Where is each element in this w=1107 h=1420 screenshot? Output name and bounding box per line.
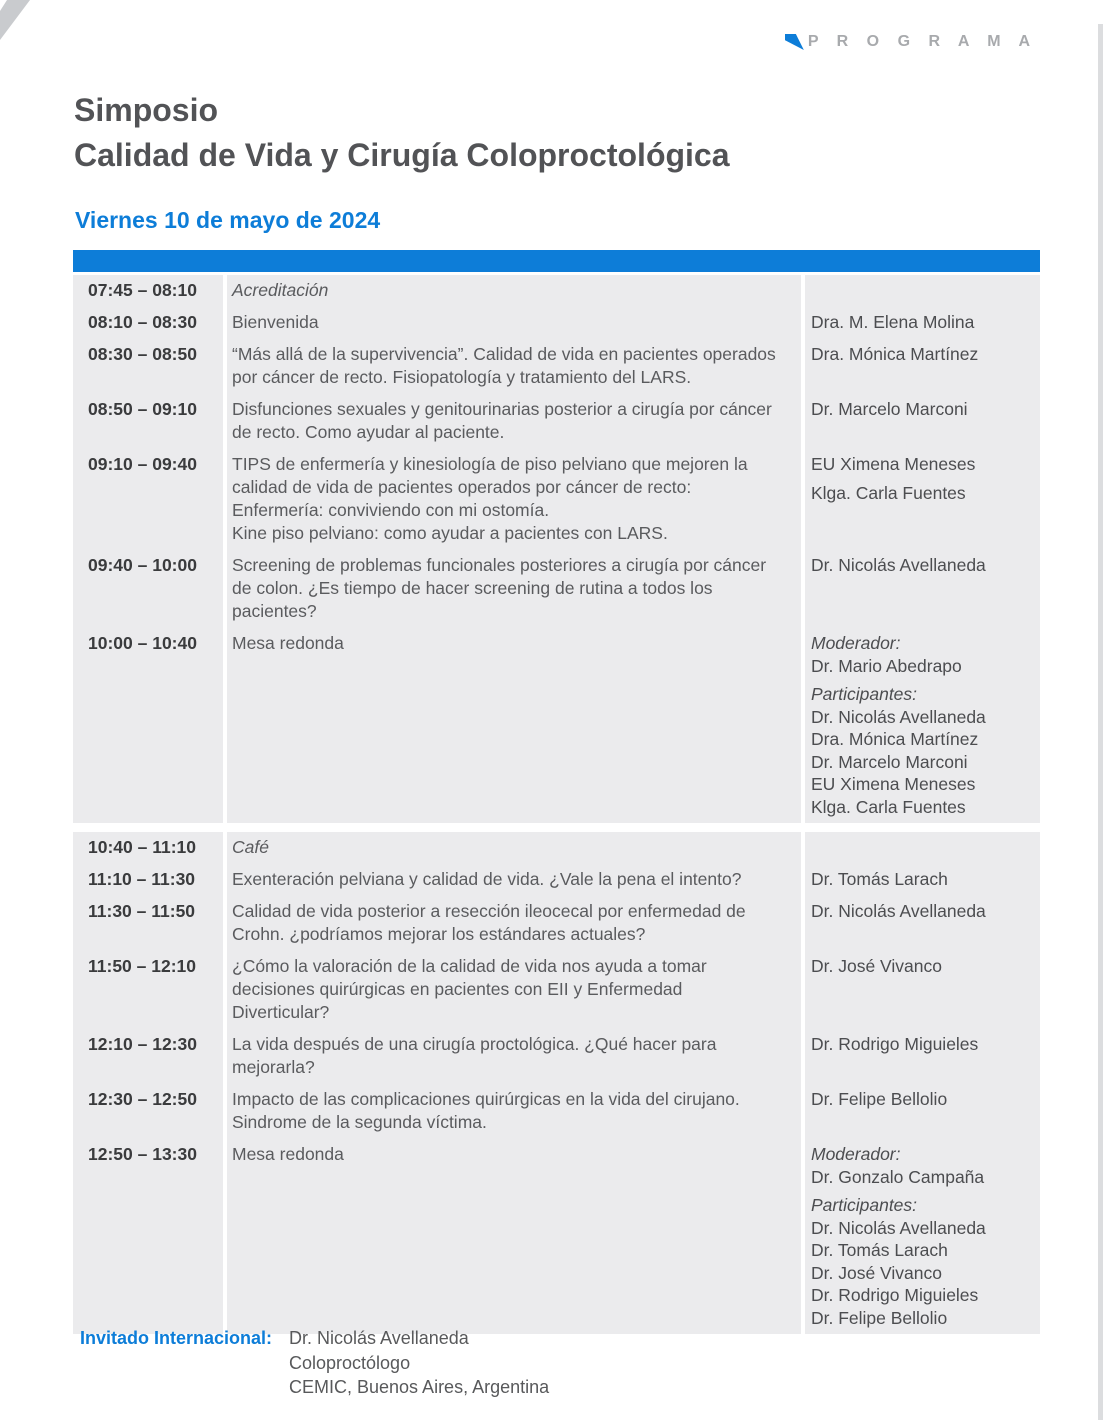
time-cell	[73, 896, 223, 951]
activity-line: decisiones quirúrgicas en pacientes con EII y Enfermedad	[232, 979, 683, 999]
activity-line: Enfermería: conviviendo con mi ostomía.	[232, 500, 550, 520]
activity-line: por cáncer de recto. Fisiopatología y tratamiento del LARS.	[232, 367, 692, 387]
time-range: 07:45 – 08:10	[88, 280, 197, 300]
schedule-row	[73, 449, 1040, 550]
time-range: 12:30 – 12:50	[88, 1089, 197, 1109]
speaker-name: Dr. Rodrigo Miguieles	[811, 1034, 979, 1054]
time-cell	[73, 951, 223, 1029]
speaker-cell	[805, 339, 1040, 394]
speaker-cell	[805, 1139, 1040, 1334]
speaker-cell	[805, 628, 1040, 823]
time-cell	[73, 275, 223, 307]
speaker-name: Dr. Nicolás Avellaneda	[811, 901, 986, 921]
speaker-name: Dra. Mónica Martínez	[811, 729, 979, 749]
speaker-cell	[805, 896, 1040, 951]
time-range: 08:50 – 09:10	[88, 399, 197, 419]
time-cell	[73, 449, 223, 550]
international-guest-footer	[80, 1326, 549, 1400]
speaker-name: Dr. Nicolás Avellaneda	[811, 555, 986, 575]
activity-cell	[227, 951, 801, 1029]
time-range: 11:50 – 12:10	[88, 956, 197, 976]
activity-cell	[227, 307, 801, 339]
schedule-row	[73, 1139, 1040, 1334]
speaker-name: Dr. Marcelo Marconi	[811, 399, 968, 419]
time-cell	[73, 1139, 223, 1334]
footer-values	[289, 1326, 549, 1400]
schedule-row	[73, 896, 1040, 951]
speaker-cell	[805, 307, 1040, 339]
activity-line: de recto. Como ayudar al paciente.	[232, 422, 505, 442]
time-range: 09:40 – 10:00	[88, 555, 197, 575]
speaker-name: Dr. Tomás Larach	[811, 869, 948, 889]
page-title	[74, 88, 730, 178]
speaker-role-label: Participantes:	[811, 1195, 918, 1215]
activity-cell	[227, 1084, 801, 1139]
time-range: 11:10 – 11:30	[88, 869, 196, 889]
speaker-name: Dr. Felipe Bellolio	[811, 1307, 948, 1328]
activity-cell	[227, 864, 801, 896]
activity-cell	[227, 339, 801, 394]
title-line-2: Calidad de Vida y Cirugía Coloproctológica	[74, 137, 730, 173]
speaker-cell	[805, 1084, 1040, 1139]
speaker-name: Dr. Mario Abedrapo	[811, 655, 962, 676]
activity-line: Mesa redonda	[232, 1144, 344, 1164]
speaker-name: Dr. José Vivanco	[811, 956, 942, 976]
activity-line: pacientes?	[232, 601, 317, 621]
speaker-name: Dr. Nicolás Avellaneda	[811, 706, 986, 727]
time-cell	[73, 832, 223, 864]
time-cell	[73, 628, 223, 823]
activity-line: Sindrome de la segunda víctima.	[232, 1112, 487, 1132]
speaker-cell	[805, 449, 1040, 550]
schedule-row	[73, 1029, 1040, 1084]
activity-line: Kine piso pelviano: como ayudar a pacientes con LARS.	[232, 523, 668, 543]
time-range: 10:00 – 10:40	[88, 633, 197, 653]
schedule-row	[73, 951, 1040, 1029]
time-cell	[73, 394, 223, 449]
speaker-name: Dr. Tomás Larach	[811, 1240, 948, 1260]
speaker-name: Dr. Marcelo Marconi	[811, 751, 968, 772]
speaker-name: Dr. Felipe Bellolio	[811, 1089, 948, 1109]
schedule-row	[73, 275, 1040, 307]
programa-label: P R O G R A M A	[807, 33, 1037, 50]
speaker-name: Dr. Rodrigo Miguieles	[811, 1285, 979, 1305]
schedule-row	[73, 550, 1040, 628]
activity-line: La vida después de una cirugía proctológica. ¿Qué hacer para	[232, 1034, 717, 1054]
activity-line: TIPS de enfermería y kinesiología de piso pelviano que mejoren la	[232, 454, 748, 474]
time-range: 10:40 – 11:10	[88, 837, 197, 857]
time-range: 09:10 – 09:40	[88, 454, 197, 474]
speaker-role-label: Participantes:	[811, 684, 918, 704]
speaker-name: Dr. Nicolás Avellaneda	[811, 1217, 986, 1238]
schedule-section	[73, 275, 1040, 823]
speaker-name: Dr. José Vivanco	[811, 1262, 942, 1283]
time-range: 11:30 – 11:50	[88, 901, 196, 921]
speaker-cell	[805, 832, 1040, 864]
time-cell	[73, 1084, 223, 1139]
activity-line: Crohn. ¿podríamos mejorar los estándares actuales?	[232, 924, 646, 944]
schedule-row	[73, 864, 1040, 896]
speaker-cell	[805, 1029, 1040, 1084]
activity-line: Diverticular?	[232, 1002, 330, 1022]
speaker-cell	[805, 275, 1040, 307]
speaker-cell	[805, 864, 1040, 896]
footer-label: Invitado Internacional:	[80, 1328, 273, 1348]
time-range: 08:30 – 08:50	[88, 344, 197, 364]
schedule-row	[73, 394, 1040, 449]
time-range: 08:10 – 08:30	[88, 312, 197, 332]
activity-line: ¿Cómo la valoración de la calidad de vida nos ayuda a tomar	[232, 956, 707, 976]
activity-line: Calidad de vida posterior a resección ileocecal por enfermedad de	[232, 901, 746, 921]
speaker-name: EU Ximena Meneses	[811, 774, 976, 794]
speaker-cell	[805, 550, 1040, 628]
activity-line: Screening de problemas funcionales posteriores a cirugía por cáncer	[232, 555, 767, 575]
schedule-row	[73, 307, 1040, 339]
blue-triangle-icon	[785, 34, 804, 50]
activity-line: mejorarla?	[232, 1057, 315, 1077]
activity-cell	[227, 394, 801, 449]
activity-cell	[227, 896, 801, 951]
activity-line: Mesa redonda	[232, 633, 344, 653]
time-cell	[73, 864, 223, 896]
schedule-table	[73, 250, 1040, 1334]
activity-cell	[227, 275, 801, 307]
speaker-name: Dr. Gonzalo Campaña	[811, 1166, 985, 1187]
table-header-bar	[73, 250, 1040, 272]
time-cell	[73, 339, 223, 394]
schedule-row	[73, 628, 1040, 823]
schedule-row	[73, 1084, 1040, 1139]
activity-cell	[227, 449, 801, 550]
schedule-section	[73, 832, 1040, 1334]
time-range: 12:50 – 13:30	[88, 1144, 197, 1164]
activity-line: de colon. ¿Es tiempo de hacer screening de rutina a todos los	[232, 578, 713, 598]
time-cell	[73, 1029, 223, 1084]
speaker-name: Dra. M. Elena Molina	[811, 312, 975, 332]
activity-cell	[227, 1139, 801, 1334]
speaker-name: EU Ximena Meneses	[811, 454, 976, 474]
activity-cell	[227, 628, 801, 823]
time-range: 12:10 – 12:30	[88, 1034, 197, 1054]
schedule-row	[73, 832, 1040, 864]
activity-line: Impacto de las complicaciones quirúrgicas en la vida del cirujano.	[232, 1089, 740, 1109]
speaker-role-label: Moderador:	[811, 1144, 901, 1164]
time-cell	[73, 550, 223, 628]
activity-cell	[227, 1029, 801, 1084]
speaker-name: Klga. Carla Fuentes	[811, 796, 966, 817]
footer-line: Coloproctólogo	[289, 1352, 411, 1373]
activity-cell	[227, 832, 801, 864]
folded-corner-decoration	[0, 0, 30, 40]
activity-line: Exenteración pelviana y calidad de vida. ¿Vale la pena el intento?	[232, 869, 742, 889]
speaker-name: Dra. Mónica Martínez	[811, 344, 979, 364]
activity-cell	[227, 550, 801, 628]
programa-badge	[785, 33, 1037, 51]
speaker-name: Klga. Carla Fuentes	[811, 482, 966, 503]
title-line-1: Simposio	[74, 92, 219, 128]
activity-line: “Más allá de la supervivencia”. Calidad de vida en pacientes operados	[232, 344, 776, 364]
time-cell	[73, 307, 223, 339]
activity-line: Disfunciones sexuales y genitourinarias posterior a cirugía por cáncer	[232, 399, 772, 419]
page-edge-line	[1098, 24, 1103, 1420]
speaker-cell	[805, 394, 1040, 449]
schedule-row	[73, 339, 1040, 394]
speaker-role-label: Moderador:	[811, 633, 901, 653]
date-heading: Viernes 10 de mayo de 2024	[75, 207, 381, 233]
schedule-sections	[73, 275, 1040, 1334]
activity-line: Bienvenida	[232, 312, 319, 332]
footer-line: Dr. Nicolás Avellaneda	[289, 1328, 469, 1348]
activity-line: calidad de vida de pacientes operados por cáncer de recto:	[232, 477, 692, 497]
activity-line: Café	[232, 837, 269, 857]
activity-line: Acreditación	[232, 280, 329, 300]
speaker-cell	[805, 951, 1040, 1029]
footer-line: CEMIC, Buenos Aires, Argentina	[289, 1377, 550, 1397]
